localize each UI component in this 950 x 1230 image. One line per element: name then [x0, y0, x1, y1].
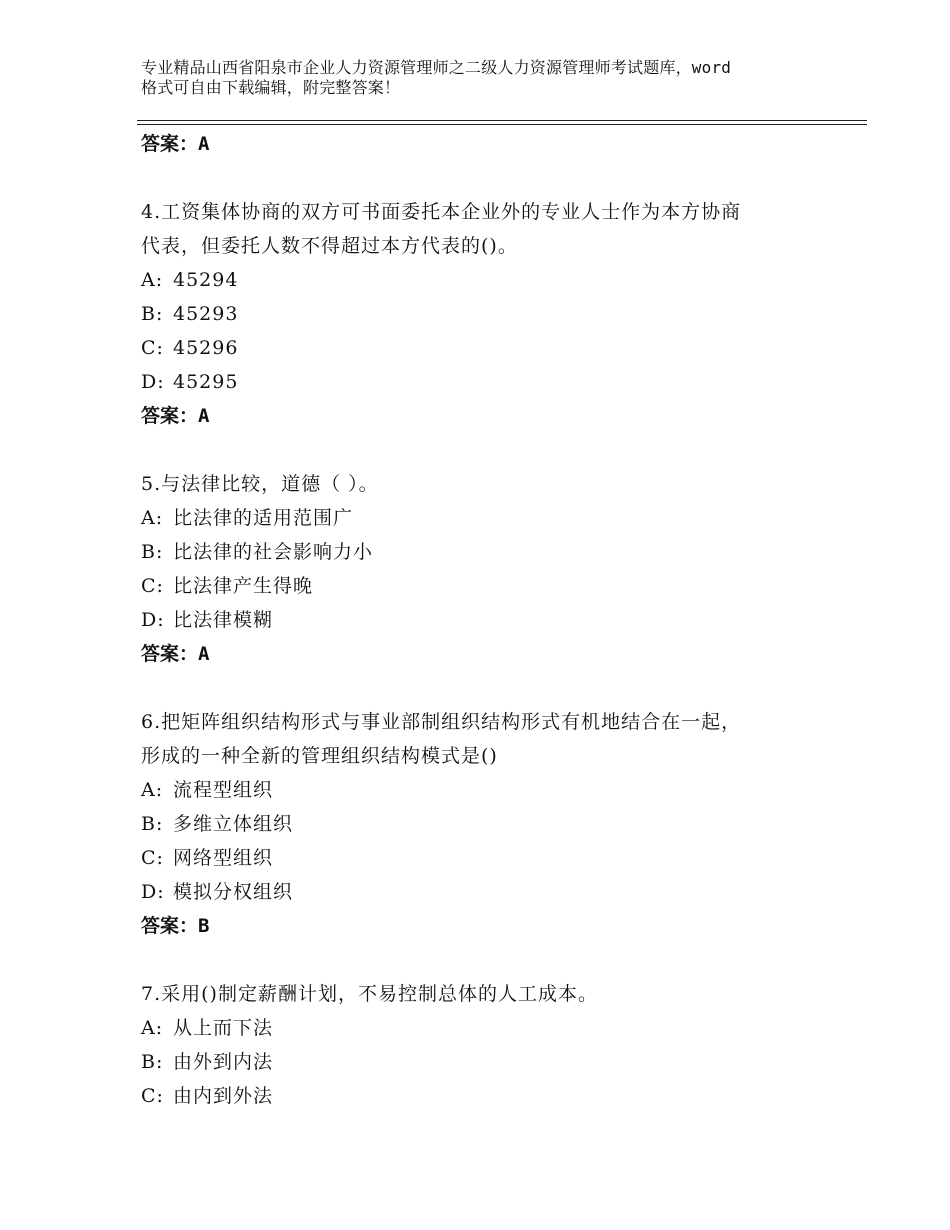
header-divider [137, 120, 867, 125]
option-text: 45296 [173, 337, 239, 359]
option-text: 多维立体组织 [173, 813, 294, 835]
option-letter: B: [141, 813, 164, 835]
option-a [141, 773, 841, 807]
option-text: 45295 [173, 371, 239, 393]
option-c [141, 841, 841, 875]
question-stem [141, 195, 841, 263]
question-block [141, 977, 841, 1113]
option-letter: A: [141, 779, 164, 801]
option-text: 模拟分权组织 [173, 881, 294, 903]
header-line-1: 专业精品山西省阳泉市企业人力资源管理师之二级人力资源管理师考试题库，word [141, 58, 732, 77]
option-d [141, 365, 841, 399]
option-b [141, 535, 841, 569]
option-letter: B: [141, 303, 164, 325]
stem-line: 形成的一种全新的管理组织结构模式是() [141, 745, 498, 767]
option-letter: D: [141, 881, 165, 903]
option-text: 网络型组织 [173, 847, 274, 869]
stem-line: 代表，但委托人数不得超过本方代表的()。 [141, 235, 518, 257]
option-c [141, 569, 841, 603]
option-c [141, 331, 841, 365]
option-text: 由外到内法 [173, 1051, 274, 1073]
option-text: 比法律产生得晚 [173, 575, 314, 597]
option-text: 比法律的社会影响力小 [173, 541, 374, 563]
option-letter: D: [141, 371, 165, 393]
header-line-2: 格式可自由下载编辑，附完整答案！ [141, 78, 401, 97]
option-b [141, 297, 841, 331]
option-letter: C: [141, 337, 164, 359]
option-c [141, 1079, 841, 1113]
option-text: 从上而下法 [173, 1017, 274, 1039]
option-a [141, 1011, 841, 1045]
question-stem [141, 467, 841, 501]
question-stem [141, 977, 841, 1011]
option-letter: A: [141, 507, 164, 529]
option-a [141, 263, 841, 297]
answer-label: 答案：A [141, 405, 210, 427]
answer-label: 答案：A [141, 643, 210, 665]
stem-line: 4.工资集体协商的双方可书面委托本企业外的专业人士作为本方协商 [141, 201, 742, 223]
question-block [141, 467, 841, 671]
answer-label: 答案：A [141, 133, 210, 155]
question-list [141, 127, 841, 1113]
option-letter: D: [141, 609, 165, 631]
option-letter: C: [141, 575, 164, 597]
option-letter: B: [141, 1051, 164, 1073]
option-text: 流程型组织 [173, 779, 274, 801]
option-text: 由内到外法 [173, 1085, 274, 1107]
stem-line: 7.采用()制定薪酬计划，不易控制总体的人工成本。 [141, 983, 598, 1005]
option-text: 45294 [173, 269, 239, 291]
option-text: 比法律模糊 [173, 609, 274, 631]
option-b [141, 807, 841, 841]
stem-line: 6.把矩阵组织结构形式与事业部制组织结构形式有机地结合在一起， [141, 711, 742, 733]
option-text: 比法律的适用范围广 [173, 507, 354, 529]
option-letter: C: [141, 847, 164, 869]
option-letter: A: [141, 1017, 164, 1039]
option-a [141, 501, 841, 535]
option-d [141, 603, 841, 637]
question-stem [141, 705, 841, 773]
option-letter: B: [141, 541, 164, 563]
option-text: 45293 [173, 303, 239, 325]
question-block [141, 705, 841, 943]
stem-line: 5.与法律比较，道德（ ）。 [141, 473, 379, 495]
page-header [141, 58, 841, 98]
question-block [141, 195, 841, 433]
option-letter: C: [141, 1085, 164, 1107]
option-d [141, 875, 841, 909]
option-letter: A: [141, 269, 164, 291]
option-b [141, 1045, 841, 1079]
answer-label: 答案：B [141, 915, 210, 937]
